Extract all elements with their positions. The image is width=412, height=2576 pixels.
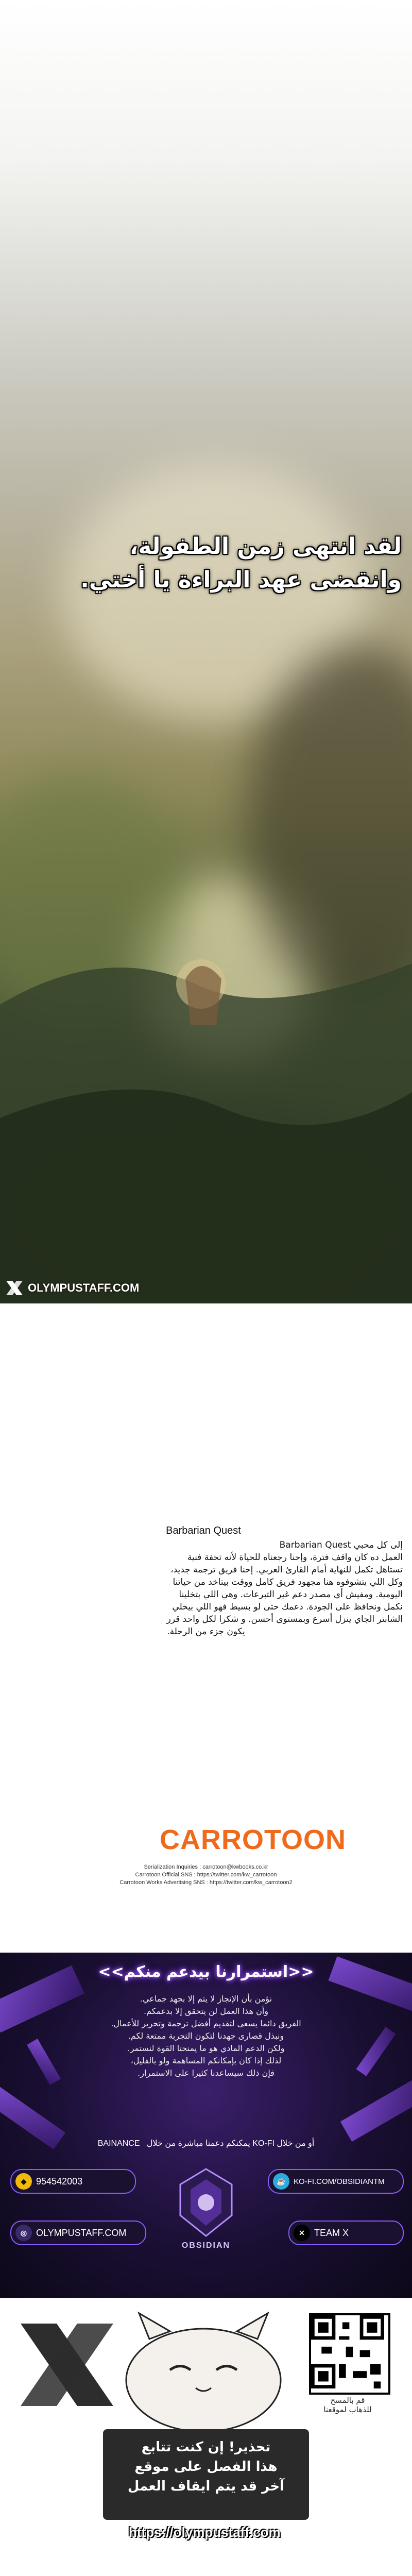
note-line: العمل ده كان واقف فترة، وإحنا رجعناه للحياة لأنه تحفة فنية (187, 1552, 403, 1563)
support-line: ولكن الدعم المادي هو ما يمنحنا القوة لنستمر. (127, 2043, 285, 2053)
support-line: ونبذل قصارى جهدنا لتكون التجربة ممتعة لكم. (128, 2031, 284, 2041)
support-line: فإن ذلك سيساعدنا كثيرا على الاستمرار. (138, 2068, 274, 2078)
binance-icon: ◆ (15, 2173, 32, 2190)
binance-label: BAINANCE (97, 2139, 140, 2148)
kofi-link: KO-FI.COM/OBSIDIANTM (294, 2177, 385, 2186)
field-silhouette (0, 850, 412, 1303)
binance-id: 954542003 (36, 2176, 83, 2187)
kofi-pill[interactable] (268, 2169, 404, 2194)
caption-line-2: وانقضى عهد البراءة يا أختي. (80, 567, 402, 593)
watermark-text: OLYMPUSTAFF.COM (28, 1281, 140, 1294)
carrotoon-logo: CARROTOON (160, 1824, 347, 1855)
note-line: يكون جزء من الرحلة. (167, 1626, 245, 1637)
carrotoon-info: Carrotoon Works Advertising SNS : https://twitter.com/kw_carrotoon2 (119, 1879, 293, 1886)
support-banner (0, 1953, 412, 2298)
note-line: الشابتر الجاي ينزل أسرع وبمستوى أحسن. و شكرا لكل واحد قرر (166, 1614, 403, 1624)
site-pill[interactable] (10, 2221, 146, 2245)
warning-line-3: آخر قد يتم ايقاف العمل (127, 2479, 285, 2494)
note-line: تستاهل تكمل للنهاية أمام القارئ العربي. إحنا فريق ترجمة جديد، (170, 1565, 403, 1575)
warning-line-1: تحذير! إن كنت تتابع (141, 2439, 271, 2455)
kofi-icon: ☕ (273, 2173, 289, 2190)
team-x-logo-icon (15, 2318, 118, 2411)
note-title: Barbarian Quest (166, 1525, 241, 1536)
team-x-icon (4, 1278, 25, 1298)
qr-code[interactable] (309, 2313, 390, 2395)
binance-row (0, 2138, 412, 2148)
support-title: <<استمرارنا بيدعم منكم>> (98, 1963, 314, 1981)
binance-id-pill[interactable] (10, 2169, 136, 2194)
carrotoon-info: Carrotoon Official SNS : https://twitter.com/kw_carrotoon (135, 1872, 277, 1878)
obsidian-label: OBSIDIAN (181, 2241, 231, 2250)
team-x-icon: ✕ (294, 2225, 310, 2241)
obsidian-logo-icon (170, 2164, 242, 2241)
note-line: اليومية. ومفيش أي مصدر دعم غير التبرعات. وهي اللي بتخلينا (179, 1589, 403, 1600)
translator-note (0, 1309, 412, 1772)
site-link: OLYMPUSTAFF.COM (36, 2227, 127, 2238)
team-x-ads (0, 2298, 412, 2576)
support-line: وأن هذا العمل لن يتحقق إلا بدعمكم. (143, 2006, 268, 2016)
qr-note (309, 2396, 386, 2414)
note-line: نكمل ونحافظ على الجودة. دعمك حتى لو بسيط فهو اللي بيخلي (172, 1602, 403, 1612)
mascot-cat-icon (118, 2303, 288, 2437)
carrotoon-info: Serialization Inquiries : carrotoon@kwbooks.co.kr (144, 1864, 268, 1870)
teamx-label: TEAM X (314, 2227, 349, 2238)
globe-icon: ◎ (15, 2225, 32, 2241)
support-line: نؤمن بأن الإنجاز لا يتم إلا بجهد جماعي. (140, 1994, 272, 2004)
site-url[interactable]: https://olympustaff.com (129, 2524, 281, 2540)
warning-line-2: هذا الفصل على موقع (134, 2459, 278, 2475)
warning-box (103, 2429, 309, 2520)
qr-note-line-2: للذهاب لموقعنا (323, 2405, 372, 2414)
watermark (4, 1278, 139, 1298)
support-line: لذلك إذا كان بإمكانكم المساهمة ولو بالقليل، (130, 2056, 282, 2065)
note-line: وكل اللي بتشوفوه هنا مجهود فريق كامل ووقت بيتاخد من حياتنا (173, 1577, 403, 1587)
binance-note: يمكنكم دعمنا مباشرة من خلال KO-FI أو من خلال (146, 2139, 315, 2148)
support-line: الفريق دائما يسعى لتقديم أفضل ترجمة وتحرير للأعمال. (111, 2019, 301, 2028)
carrotoon-credits (0, 1772, 412, 1953)
note-line: إلى كل محبي Barbarian Quest (279, 1540, 403, 1550)
qr-note-line-1: قم بالمسح (330, 2396, 365, 2405)
caption-line-1: لقد انتهى زمن الطفولة، (129, 533, 402, 560)
qr-code-icon (311, 2315, 384, 2388)
teamx-pill[interactable] (288, 2221, 404, 2245)
